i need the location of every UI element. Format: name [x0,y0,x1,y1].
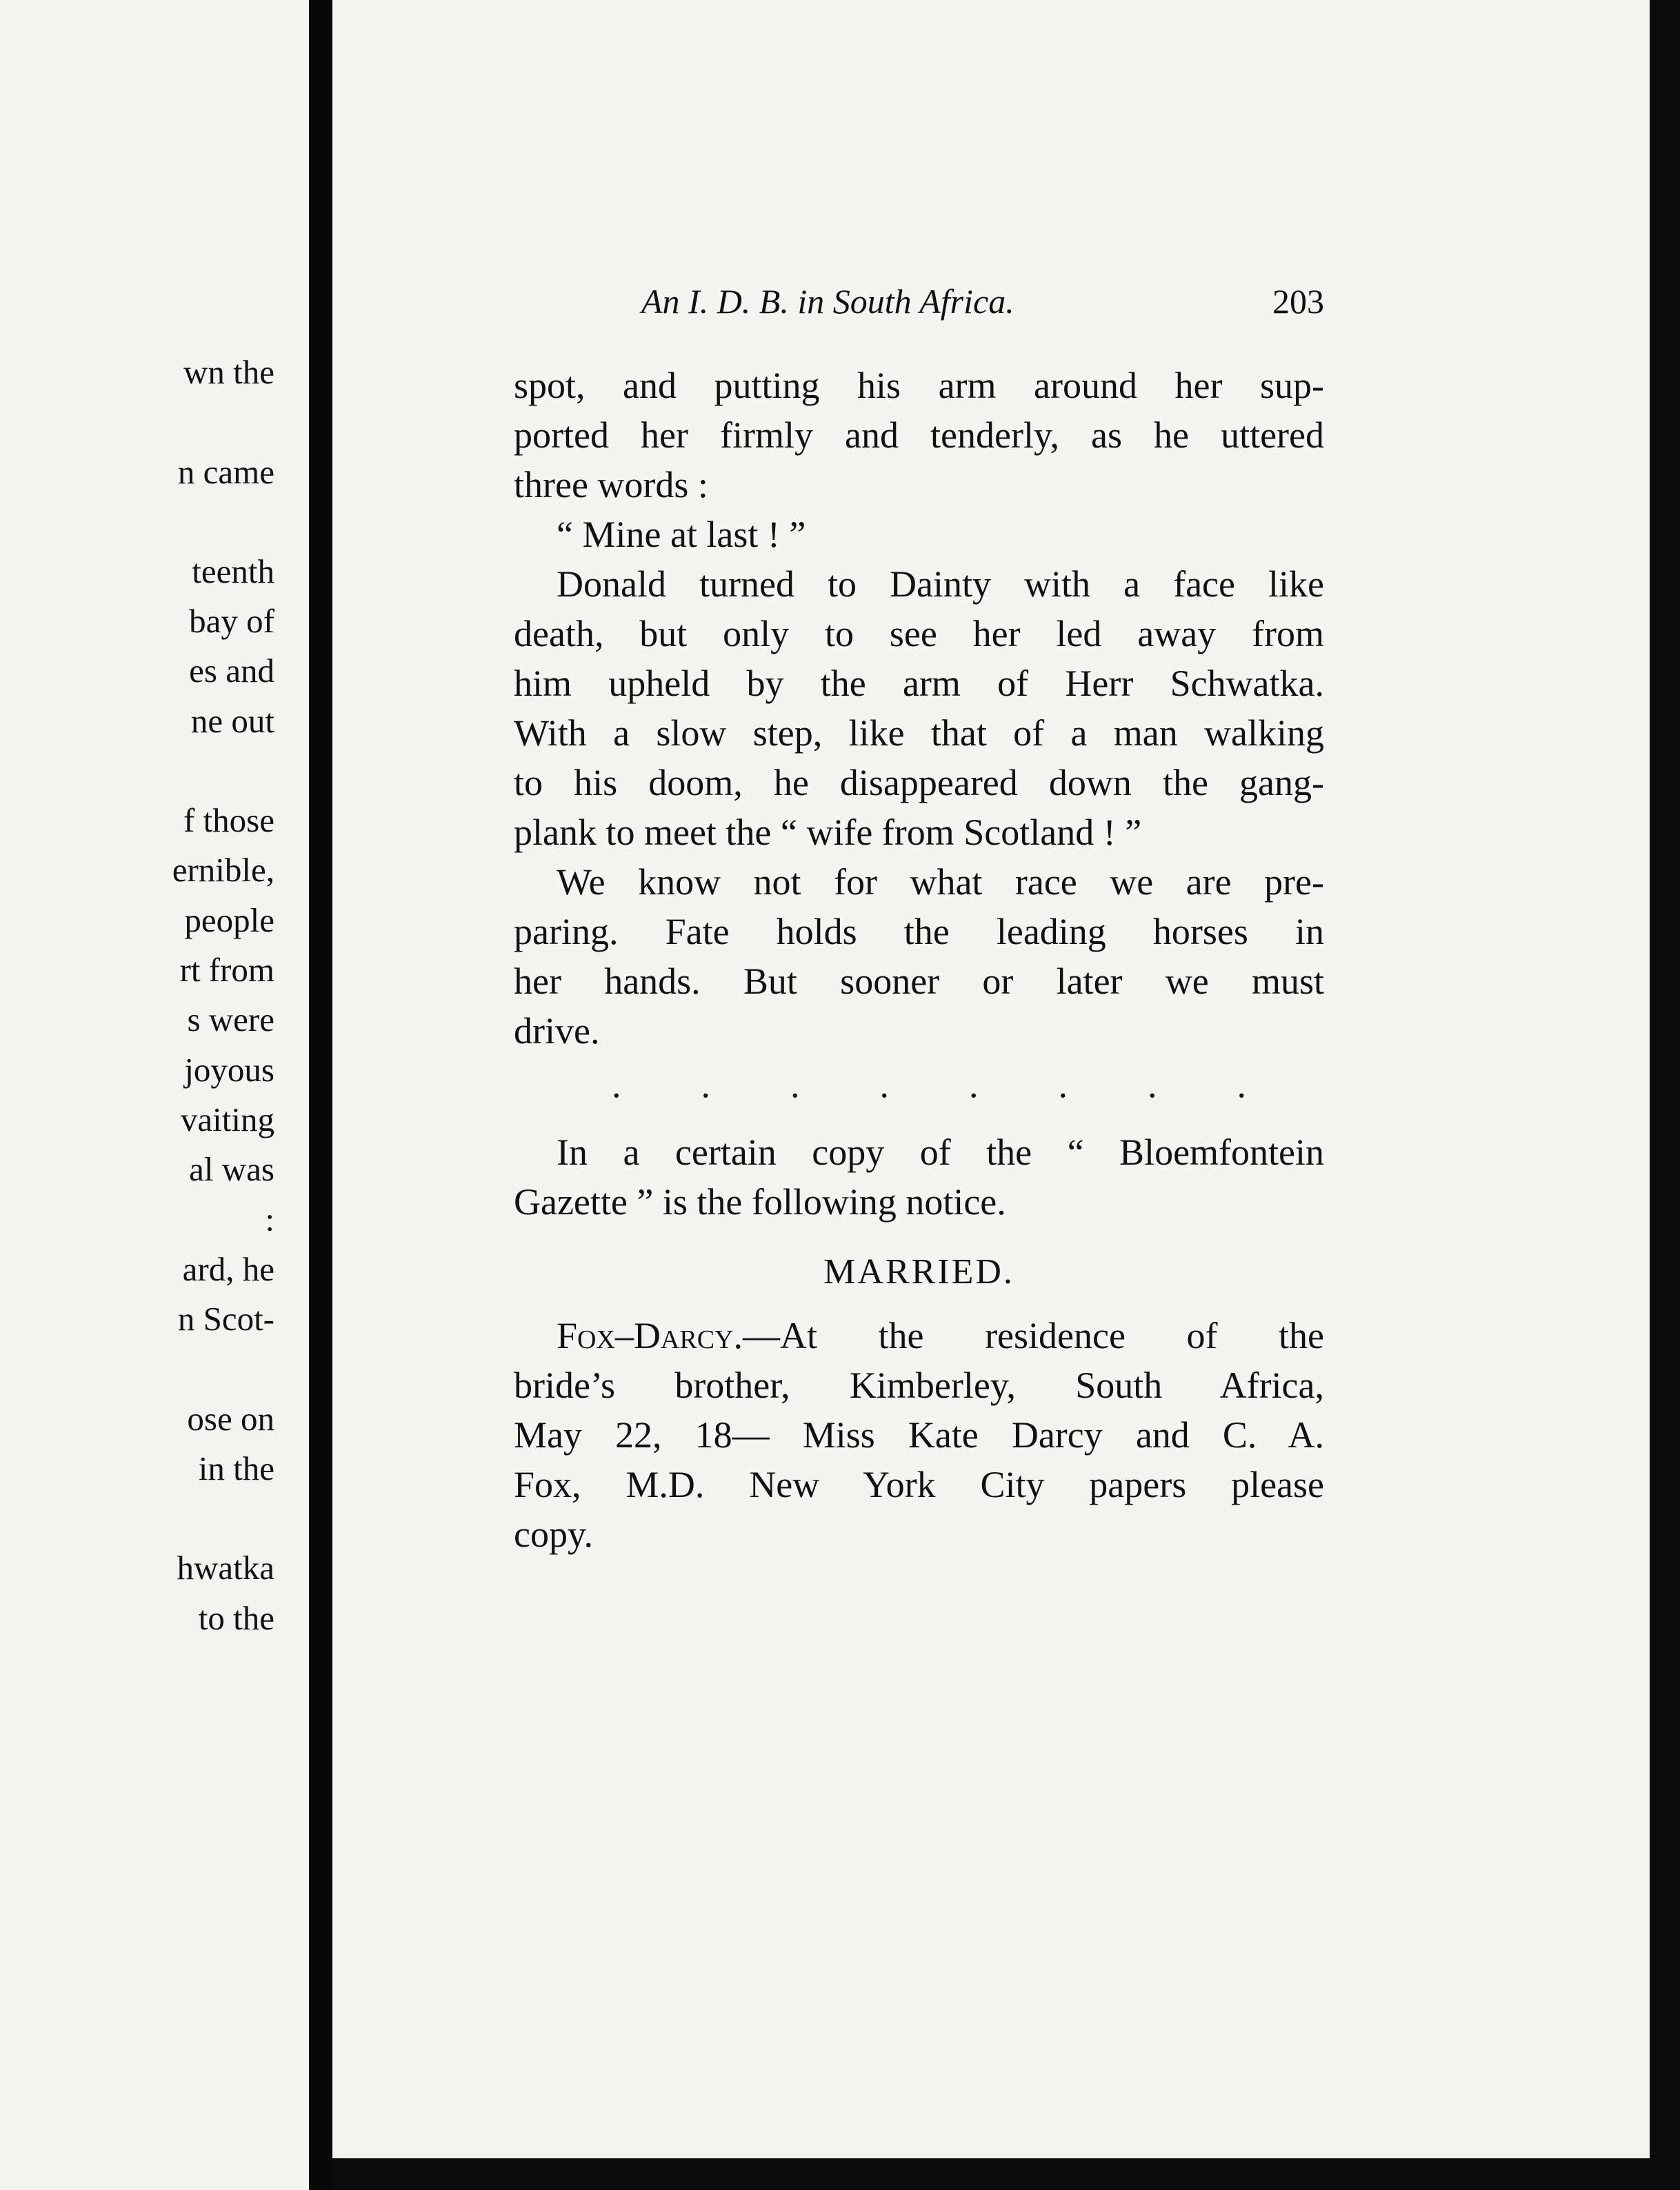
text-line: three words : [514,464,708,505]
paragraph-2 [514,510,1324,559]
left-page-fragment: bay of [189,602,274,640]
left-page-fragment: in the [198,1449,274,1487]
text-line: to his doom, he disappeared down the gang- [514,762,1324,803]
left-page-fragment: ose on [187,1400,274,1438]
dot: . [879,1064,889,1105]
left-page-fragment: ernible, [172,851,274,889]
text-line: plank to meet the “ wife from Scotland ! ” [514,812,1142,853]
left-page-fragment: joyous [184,1051,274,1089]
paragraph-1 [514,361,1324,510]
text-column [514,361,1324,1559]
text-line [514,1311,1324,1360]
text-line: him upheld by the arm of Herr Schwatka. [514,663,1324,704]
left-page-fragment: ard, he [182,1250,274,1288]
left-page-fragment: n Scot- [177,1300,274,1338]
text-line: Gazette ” is the following notice. [514,1181,1006,1223]
left-page-fragment: people [184,901,274,939]
left-page-fragment: teenth [192,552,274,590]
left-page-fragment: rt from [179,951,274,989]
dot: . [1058,1064,1068,1105]
dot: . [969,1064,979,1105]
left-page-fragment: vaiting [180,1101,274,1138]
left-page-fragment: al was [189,1150,274,1188]
text-line: spot, and putting his arm around her sup- [514,365,1324,406]
text-line: Donald turned to Dainty with a face like [557,563,1324,605]
paragraph-3 [514,559,1324,857]
page-edge-bottom [332,2158,1650,2190]
text-line: Fox, M.D. New York City papers please [514,1464,1324,1505]
text-line: bride’s brother, Kimberley, South Africa, [514,1365,1324,1406]
text-line: ported her firmly and tenderly, as he uttered [514,414,1324,456]
left-page-fragment: f those [183,801,274,839]
text-line: death, but only to see her led away from [514,613,1324,654]
notice-name: Fox–Darcy. [557,1315,743,1356]
left-page [0,0,309,2190]
running-header [641,281,1324,323]
left-page-fragment: n came [177,453,274,491]
left-page-fragment: wn the [183,353,274,391]
notice-text: —At the residence of the [743,1315,1324,1356]
dot: . [701,1064,710,1105]
book-gutter [309,0,332,2190]
dot: . [790,1064,800,1105]
text-line: her hands. But sooner or later we must [514,961,1324,1002]
paragraph-5 [514,1127,1324,1227]
left-page-fragment: to the [198,1599,274,1637]
text-line: In a certain copy of the “ Bloemfontein [557,1132,1324,1173]
marriage-notice [514,1311,1324,1559]
dot: . [1237,1064,1246,1105]
text-line: copy. [514,1514,593,1555]
text-line: drive. [514,1010,600,1052]
left-page-fragment: es and [189,652,274,690]
left-page-fragment: hwatka [177,1549,274,1587]
paragraph-4 [514,857,1324,1056]
text-line: We know not for what race we are pre- [557,861,1324,903]
dot: . [612,1064,621,1105]
running-title: An I. D. B. in South Africa. [641,282,1014,321]
text-line: May 22, 18— Miss Kate Darcy and C. A. [514,1414,1324,1456]
text-line: “ Mine at last ! ” [557,514,806,555]
left-page-fragment: : [265,1201,274,1238]
text-line: paring. Fate holds the leading horses in [514,911,1324,952]
section-break-dots [612,1060,1246,1109]
notice-heading: MARRIED. [823,1252,1014,1292]
left-page-fragment: ne out [190,702,274,740]
dot: . [1148,1064,1157,1105]
page-number: 203 [1272,282,1324,321]
page-edge-right [1650,0,1680,2190]
left-page-fragment: s were [187,1001,274,1038]
text-line: With a slow step, like that of a man walking [514,712,1324,754]
